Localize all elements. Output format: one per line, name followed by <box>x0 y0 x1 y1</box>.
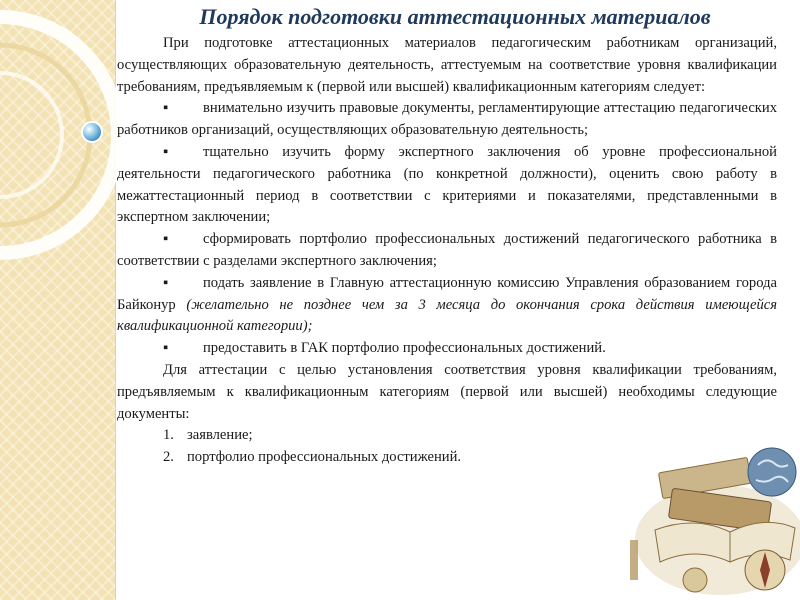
item-number: 2. <box>163 449 174 466</box>
square-bullet-icon: ▪ <box>163 274 169 291</box>
intro-paragraph: При подготовке аттестационных материалов педагогическим работникам организаций, осуществляющих образовательную деятельность, аттестуемым на соответствие уровня квалификации требованиям, предъявляемым к (первой или высшей) квалификационным категориям следует: <box>117 35 777 95</box>
square-bullet-icon: ▪ <box>163 231 169 248</box>
page-title: Порядок подготовки аттестационных материалов <box>199 4 711 29</box>
square-bullet-icon: ▪ <box>163 143 169 160</box>
item-number: 1. <box>163 427 174 444</box>
bullet-text: предоставить в ГАК портфолио профессиональных достижений. <box>203 340 606 357</box>
books-globe-collage-image <box>600 420 800 600</box>
document-body <box>117 33 777 469</box>
inner-ring-decoration <box>0 45 90 225</box>
bullet-item <box>117 338 777 360</box>
figurine-icon <box>630 540 638 580</box>
globe-icon <box>748 448 796 496</box>
blue-orb-icon <box>82 122 102 142</box>
item-text: портфолио профессиональных достижений. <box>187 449 462 466</box>
bullet-text: подать заявление в Главную аттестационную комиссию Управления образованием города Байконур <box>117 274 777 313</box>
bullet-item <box>117 98 777 142</box>
small-ring-decoration <box>0 73 62 197</box>
bullet-item <box>117 142 777 229</box>
bullet-text: тщательно изучить форму экспертного заключения об уровне профессиональной деятельности педагогического работника (по конкретной должности), оценить свою работу в межаттестационный период в соответствии с критериями и показателями, представленными в экспертном заключении; <box>117 143 777 226</box>
bullet-item <box>117 229 777 273</box>
closing-paragraph: Для аттестации с целью установления соответствия уровня квалификации требованиям, предъявляемым к квалификационным категориям (первой или высшей) необходимы следующие документы: <box>117 361 777 422</box>
bullet-item <box>117 273 777 338</box>
bullet-italic-note: (желательно не позднее чем за 3 месяца до окончания срока действия имеющейся квалификационной категории); <box>117 296 777 335</box>
bullet-text: сформировать портфолио профессиональных достижений педагогического работника в соответствии с разделами экспертного заключения; <box>117 231 777 269</box>
square-bullet-icon: ▪ <box>163 340 169 357</box>
bullet-text: внимательно изучить правовые документы, регламентирующие аттестацию педагогических работников организаций, осуществляющих образовательную деятельность; <box>117 100 777 139</box>
square-bullet-icon: ▪ <box>163 100 169 117</box>
coin-icon <box>683 568 707 592</box>
item-text: заявление; <box>187 427 253 444</box>
